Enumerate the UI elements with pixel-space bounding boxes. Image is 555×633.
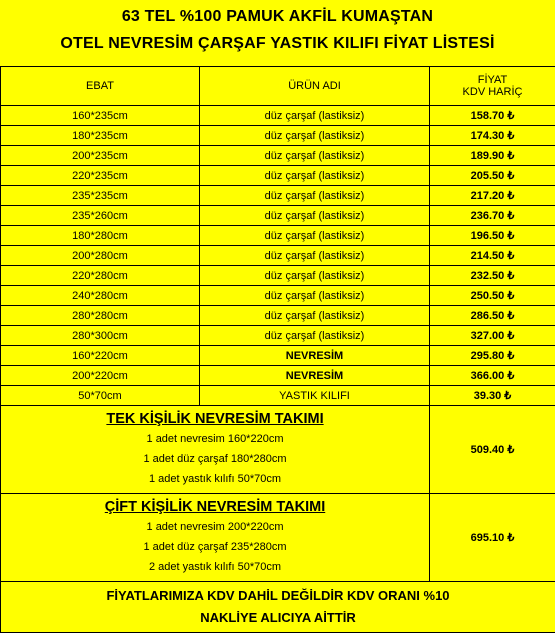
- cell-fiyat: 327.00 ₺: [430, 326, 555, 346]
- table-row: [1, 146, 555, 166]
- cell-fiyat: 158.70 ₺: [430, 106, 555, 126]
- header-fiyat-line2: KDV HARİÇ: [430, 86, 555, 98]
- footer-line-2: NAKLİYE ALICIYA AİTTİR: [1, 607, 555, 629]
- header-fiyat: [430, 67, 555, 106]
- cell-urun: düz çarşaf (lastiksiz): [200, 206, 430, 226]
- table-row: [1, 306, 555, 326]
- cell-ebat: 220*280cm: [1, 266, 200, 286]
- table-row: [1, 206, 555, 226]
- cell-urun: düz çarşaf (lastiksiz): [200, 266, 430, 286]
- cell-ebat: 50*70cm: [1, 386, 200, 406]
- cell-fiyat: 232.50 ₺: [430, 266, 555, 286]
- price-table: [0, 66, 555, 633]
- title-line-1: 63 TEL %100 PAMUK AKFİL KUMAŞTAN: [0, 8, 555, 26]
- table-row: [1, 346, 555, 366]
- set-item-line: 1 adet nevresim 160*220cm: [1, 433, 429, 445]
- footer-note: [1, 582, 555, 633]
- set-item-line: 1 adet yastık kılıfı 50*70cm: [1, 473, 429, 485]
- cell-fiyat: 189.90 ₺: [430, 146, 555, 166]
- cell-urun: düz çarşaf (lastiksiz): [200, 326, 430, 346]
- cell-fiyat: 174.30 ₺: [430, 126, 555, 146]
- table-row: [1, 126, 555, 146]
- set-price: 695.10 ₺: [430, 494, 555, 582]
- set-row-tek: [1, 406, 555, 494]
- table-row: [1, 366, 555, 386]
- header-row: [1, 67, 555, 106]
- table-row: [1, 166, 555, 186]
- table-row: [1, 246, 555, 266]
- cell-urun: düz çarşaf (lastiksiz): [200, 166, 430, 186]
- header-urun-adi: ÜRÜN ADI: [200, 67, 430, 106]
- cell-ebat: 280*280cm: [1, 306, 200, 326]
- set-title: TEK KİŞİLİK NEVRESİM TAKIMI: [1, 411, 429, 427]
- cell-ebat: 180*235cm: [1, 126, 200, 146]
- cell-ebat: 160*220cm: [1, 346, 200, 366]
- cell-ebat: 200*220cm: [1, 366, 200, 386]
- table-row: [1, 286, 555, 306]
- cell-urun: NEVRESİM: [200, 366, 430, 386]
- set-description: [1, 406, 430, 494]
- cell-fiyat: 217.20 ₺: [430, 186, 555, 206]
- cell-fiyat: 286.50 ₺: [430, 306, 555, 326]
- set-item-line: 2 adet yastık kılıfı 50*70cm: [1, 561, 429, 573]
- table-row: [1, 106, 555, 126]
- cell-urun: düz çarşaf (lastiksiz): [200, 246, 430, 266]
- footer-row: [1, 582, 555, 633]
- set-item-line: 1 adet düz çarşaf 180*280cm: [1, 453, 429, 465]
- cell-urun: NEVRESİM: [200, 346, 430, 366]
- cell-ebat: 240*280cm: [1, 286, 200, 306]
- footer-line-1: FİYATLARIMIZA KDV DAHİL DEĞİLDİR KDV ORANI %10: [1, 585, 555, 607]
- cell-ebat: 280*300cm: [1, 326, 200, 346]
- cell-urun: düz çarşaf (lastiksiz): [200, 186, 430, 206]
- cell-urun: düz çarşaf (lastiksiz): [200, 226, 430, 246]
- cell-urun: düz çarşaf (lastiksiz): [200, 146, 430, 166]
- cell-urun: düz çarşaf (lastiksiz): [200, 106, 430, 126]
- table-row: [1, 266, 555, 286]
- cell-ebat: 235*260cm: [1, 206, 200, 226]
- cell-urun: düz çarşaf (lastiksiz): [200, 126, 430, 146]
- cell-fiyat: 214.50 ₺: [430, 246, 555, 266]
- cell-ebat: 235*235cm: [1, 186, 200, 206]
- cell-ebat: 180*280cm: [1, 226, 200, 246]
- title-line-2: OTEL NEVRESİM ÇARŞAF YASTIK KILIFI FİYAT LİSTESİ: [0, 35, 555, 53]
- cell-fiyat: 205.50 ₺: [430, 166, 555, 186]
- cell-ebat: 160*235cm: [1, 106, 200, 126]
- set-price: 509.40 ₺: [430, 406, 555, 494]
- set-title: ÇİFT KİŞİLİK NEVRESİM TAKIMI: [1, 499, 429, 515]
- table-row: [1, 226, 555, 246]
- cell-urun: düz çarşaf (lastiksiz): [200, 306, 430, 326]
- cell-urun: düz çarşaf (lastiksiz): [200, 286, 430, 306]
- cell-urun: YASTIK KILIFI: [200, 386, 430, 406]
- table-row: [1, 386, 555, 406]
- set-item-line: 1 adet nevresim 200*220cm: [1, 521, 429, 533]
- cell-fiyat: 250.50 ₺: [430, 286, 555, 306]
- cell-fiyat: 295.80 ₺: [430, 346, 555, 366]
- cell-fiyat: 366.00 ₺: [430, 366, 555, 386]
- cell-fiyat: 236.70 ₺: [430, 206, 555, 226]
- cell-fiyat: 196.50 ₺: [430, 226, 555, 246]
- cell-fiyat: 39.30 ₺: [430, 386, 555, 406]
- header-ebat: EBAT: [1, 67, 200, 106]
- set-item-line: 1 adet düz çarşaf 235*280cm: [1, 541, 429, 553]
- table-row: [1, 326, 555, 346]
- header-fiyat-line1: FİYAT: [430, 74, 555, 86]
- cell-ebat: 200*280cm: [1, 246, 200, 266]
- cell-ebat: 200*235cm: [1, 146, 200, 166]
- cell-ebat: 220*235cm: [1, 166, 200, 186]
- set-row-cift: [1, 494, 555, 582]
- table-row: [1, 186, 555, 206]
- set-description: [1, 494, 430, 582]
